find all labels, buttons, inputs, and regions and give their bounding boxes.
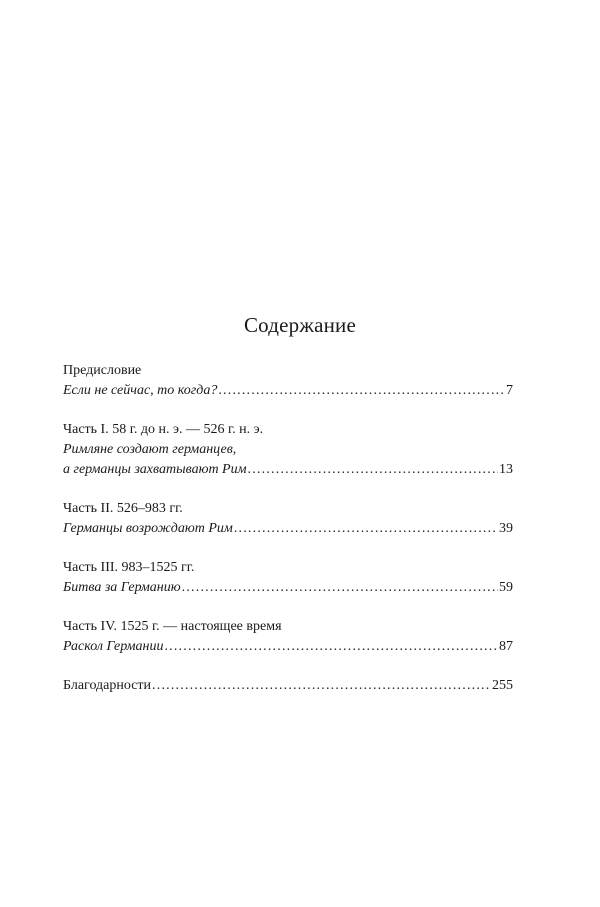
toc-entry-title: а германцы захватывают Рим xyxy=(63,462,247,477)
toc-part-heading: Часть II. 526–983 гг. xyxy=(63,501,183,516)
toc-entry-title: Битва за Германию xyxy=(63,580,181,595)
toc-section-part-4 xyxy=(63,617,513,657)
toc-entry[interactable] xyxy=(63,676,513,696)
dot-leader xyxy=(248,460,498,480)
toc-entry[interactable] xyxy=(63,460,513,480)
toc-section-preface xyxy=(63,361,513,401)
toc-section-acknowledgements xyxy=(63,676,513,696)
toc-part-heading: Часть I. 58 г. до н. э. — 526 г. н. э. xyxy=(63,422,264,437)
dot-leader xyxy=(182,578,498,598)
dot-leader xyxy=(164,637,498,657)
toc-section-part-2 xyxy=(63,499,513,539)
toc-entry-title: Если не сейчас, то когда? xyxy=(63,383,218,398)
toc-part-heading: Часть IV. 1525 г. — настоящее время xyxy=(63,619,282,634)
page-title: Содержание xyxy=(243,313,357,337)
toc-page-number: 255 xyxy=(492,678,513,693)
toc-part-heading: Предисловие xyxy=(63,363,142,378)
toc-page-number: 13 xyxy=(499,462,513,477)
toc-entry[interactable] xyxy=(63,637,513,657)
dot-leader xyxy=(218,381,505,401)
toc-entry-title: Благодарности xyxy=(63,678,152,693)
toc-entry-title: Раскол Германии xyxy=(63,639,164,654)
toc-page-number: 7 xyxy=(506,383,513,398)
toc-part-heading: Часть III. 983–1525 гг. xyxy=(63,560,195,575)
toc-entry[interactable] xyxy=(63,519,513,539)
dot-leader xyxy=(234,519,498,539)
toc-entry[interactable] xyxy=(63,578,513,598)
toc-entry[interactable] xyxy=(63,381,513,401)
dot-leader xyxy=(152,676,491,696)
table-of-contents xyxy=(63,361,513,715)
toc-entry-title: Германцы возрождают Рим xyxy=(63,521,233,536)
toc-page-number: 39 xyxy=(499,521,513,536)
toc-page-number: 87 xyxy=(499,639,513,654)
toc-section-part-1 xyxy=(63,420,513,480)
toc-page-number: 59 xyxy=(499,580,513,595)
toc-section-part-3 xyxy=(63,558,513,598)
toc-part-subtitle: Римляне создают германцев, xyxy=(63,442,237,457)
